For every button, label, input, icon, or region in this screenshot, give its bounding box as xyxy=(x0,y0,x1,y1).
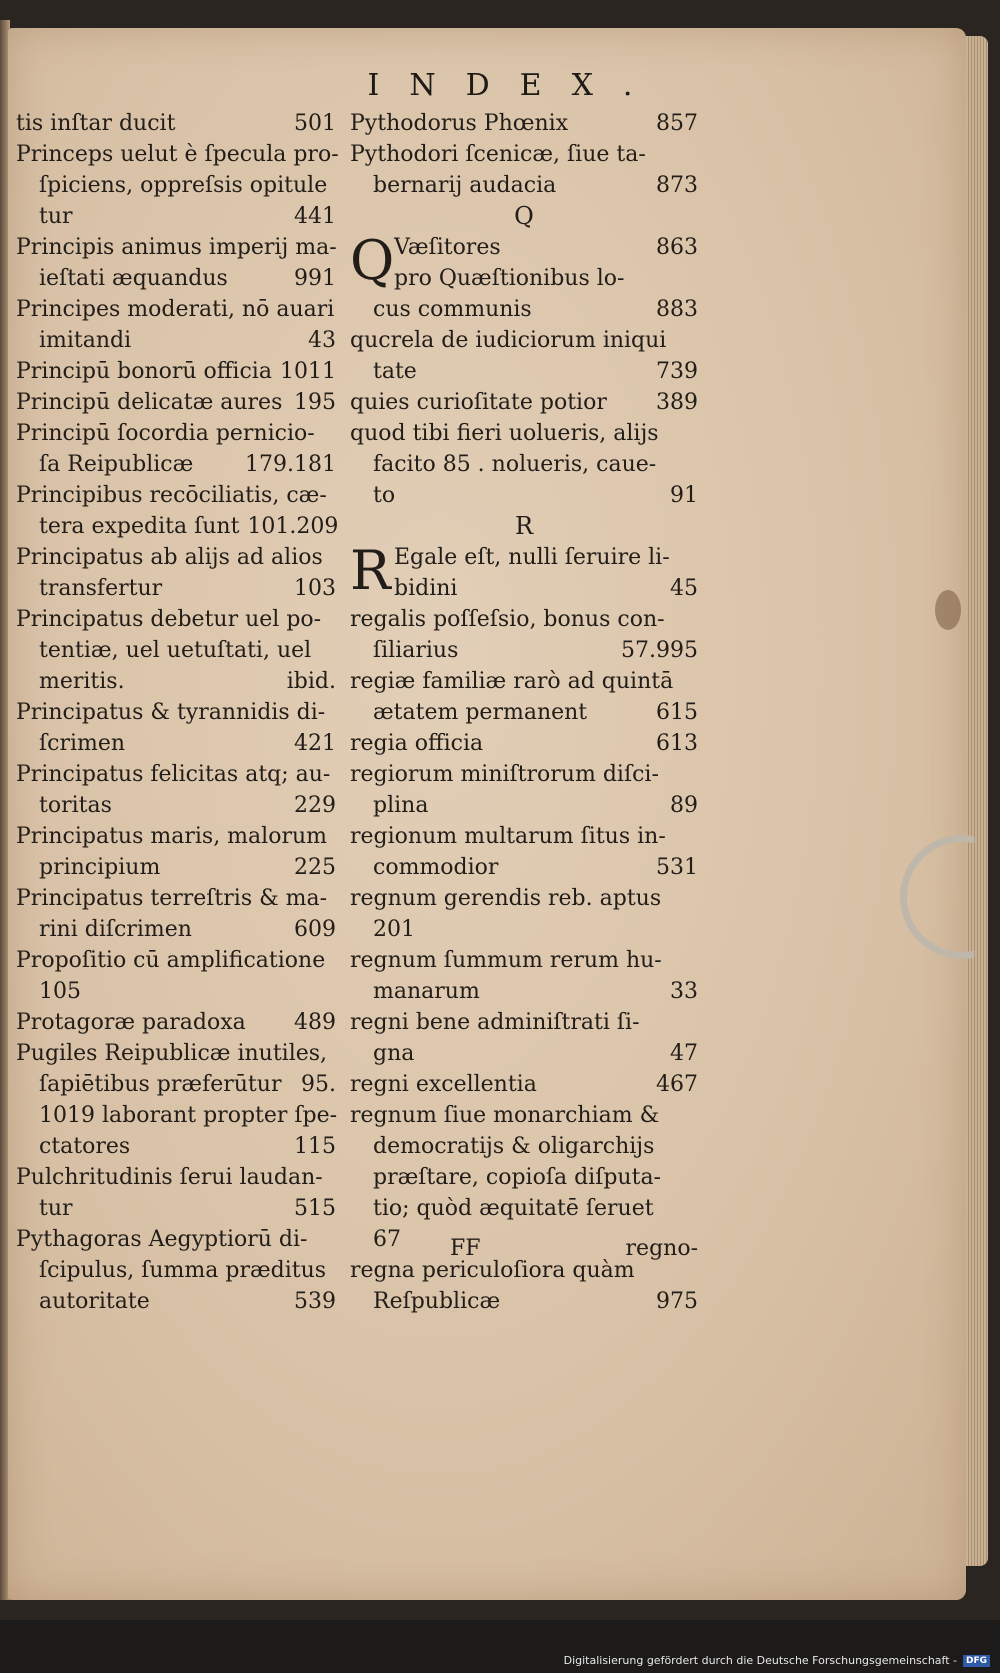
page-reference: 539 xyxy=(294,1289,336,1314)
index-term: ſcipulus, ſumma præditus xyxy=(39,1258,327,1283)
page-reference xyxy=(690,1193,698,1224)
page-reference xyxy=(690,418,698,449)
index-term: Reſpublicæ xyxy=(373,1289,501,1314)
index-term: ieſtati æquandus xyxy=(39,266,228,291)
page-reference xyxy=(690,325,698,356)
index-line xyxy=(16,573,336,604)
dropcap-q: Q xyxy=(350,229,395,292)
index-entry xyxy=(350,325,698,387)
index-line xyxy=(16,511,339,542)
index-line xyxy=(350,108,698,139)
index-line xyxy=(16,945,336,976)
index-term: toritas xyxy=(39,793,112,818)
index-term: Principibus recōciliatis, cæ- xyxy=(16,483,327,508)
page-reference xyxy=(690,449,698,480)
page-reference xyxy=(690,1162,698,1193)
index-line xyxy=(350,666,698,697)
index-term: ſiliarius xyxy=(373,638,459,663)
index-line xyxy=(16,852,336,883)
index-entry xyxy=(16,1038,336,1162)
index-term: Principū delicatæ aures xyxy=(16,390,283,415)
page-reference xyxy=(690,883,698,914)
page-reference: 489 xyxy=(294,1010,336,1035)
index-term: tis inſtar ducit xyxy=(16,111,176,136)
index-entry xyxy=(350,821,698,883)
index-line xyxy=(350,759,698,790)
funding-caption: Digitalisierung gefördert durch die Deutsche Forschungsgemeinschaft - xyxy=(563,1654,957,1667)
index-line xyxy=(350,1286,698,1317)
page-reference xyxy=(328,635,336,666)
page-reference xyxy=(337,1100,345,1131)
index-line xyxy=(350,976,698,1007)
page-reference: 531 xyxy=(656,855,698,880)
index-line xyxy=(350,790,698,821)
index-entry xyxy=(350,108,698,139)
page-reference: 101.209 xyxy=(247,514,339,539)
index-entry xyxy=(350,139,698,201)
index-entry xyxy=(16,232,336,294)
index-term: ſcrimen xyxy=(39,731,126,756)
page-reference xyxy=(690,759,698,790)
index-entry xyxy=(350,1069,698,1100)
index-line xyxy=(350,945,698,976)
index-line xyxy=(16,635,336,666)
page-footer xyxy=(350,1236,698,1261)
index-term: Principū ſocordia pernicio- xyxy=(16,421,315,446)
index-line xyxy=(350,1162,698,1193)
index-term: cus communis xyxy=(373,297,532,322)
index-term: bidini xyxy=(394,576,458,601)
index-term: Principatus ab alijs ad alios xyxy=(16,545,323,570)
page-reference xyxy=(690,1131,698,1162)
paper-stain xyxy=(935,590,961,630)
page-reference: 873 xyxy=(656,173,698,198)
page-reference xyxy=(337,232,345,263)
index-line xyxy=(16,697,336,728)
index-line xyxy=(16,759,336,790)
page-reference: 89 xyxy=(670,793,698,818)
index-line xyxy=(350,387,698,418)
index-entry xyxy=(16,697,336,759)
index-line xyxy=(16,387,336,418)
page-reference xyxy=(690,1007,698,1038)
index-line xyxy=(16,480,336,511)
index-term: gna xyxy=(373,1041,415,1066)
index-term: Pythodorus Phœnix xyxy=(350,111,569,136)
index-line xyxy=(394,542,698,573)
page-reference xyxy=(328,1255,336,1286)
index-line xyxy=(350,914,698,945)
index-term: regia officia xyxy=(350,731,484,756)
page-reference xyxy=(690,1100,698,1131)
index-term: rini diſcrimen xyxy=(39,917,192,942)
page-reference xyxy=(328,1162,336,1193)
index-entry xyxy=(350,1100,698,1255)
page-reference: 421 xyxy=(294,731,336,756)
index-line xyxy=(394,263,698,294)
index-term: commodior xyxy=(373,855,499,880)
index-line xyxy=(16,1038,336,1069)
index-entry xyxy=(16,759,336,821)
index-entry xyxy=(350,759,698,821)
index-term: 201 xyxy=(373,917,415,942)
index-term: Pythodori ſcenicæ, ſiue ta- xyxy=(350,142,646,167)
index-term: manarum xyxy=(373,979,480,1004)
index-term: 1019 laborant propter ſpe- xyxy=(39,1103,338,1128)
page-reference xyxy=(328,976,336,1007)
page-reference xyxy=(339,139,347,170)
index-entry xyxy=(350,945,698,1007)
page-fore-edge xyxy=(966,36,988,1566)
index-line xyxy=(16,728,336,759)
page-reference: 467 xyxy=(656,1072,698,1097)
index-line xyxy=(350,170,698,201)
index-entry xyxy=(16,139,339,232)
index-term: quod tibi fieri uolueris, alijs xyxy=(350,421,659,446)
index-term: Principatus debetur uel po- xyxy=(16,607,322,632)
page-reference xyxy=(690,139,698,170)
page-reference xyxy=(328,1038,336,1069)
dropcap-entry-q xyxy=(350,229,698,294)
index-term: regnum gerendis reb. aptus xyxy=(350,886,662,911)
index-term: regni bene adminiſtrati ſi- xyxy=(350,1010,640,1035)
index-entry xyxy=(16,294,336,356)
page-reference: 103 xyxy=(294,576,336,601)
index-entry xyxy=(16,883,336,945)
index-entry-continuation xyxy=(350,294,698,325)
index-entry xyxy=(16,480,339,542)
index-term: Væſitores xyxy=(394,235,501,260)
index-term: qucrela de iudiciorum iniqui xyxy=(350,328,667,353)
index-term: quies curioſitate potior xyxy=(350,390,607,415)
index-term: Princeps uelut è ſpecula pro- xyxy=(16,142,339,167)
page-reference: 1011 xyxy=(280,359,336,384)
page-reference: 739 xyxy=(656,359,698,384)
page-reference xyxy=(690,542,698,573)
index-entry xyxy=(350,666,698,728)
index-line xyxy=(16,790,336,821)
page-reference: 33 xyxy=(670,979,698,1004)
index-entry xyxy=(16,1162,336,1224)
page-reference xyxy=(328,821,336,852)
page-reference: 43 xyxy=(308,328,336,353)
index-column-right xyxy=(350,108,698,1317)
index-line xyxy=(350,1069,698,1100)
index-term: principium xyxy=(39,855,161,880)
index-entry xyxy=(16,821,336,883)
index-term: Egale eſt, nulli ſeruire li- xyxy=(394,545,670,570)
index-term: Principatus felicitas atq; au- xyxy=(16,762,331,787)
index-term: regalis poſſeſsio, bonus con- xyxy=(350,607,665,632)
index-line xyxy=(16,232,336,263)
index-line xyxy=(16,1224,336,1255)
page-reference xyxy=(690,945,698,976)
index-term: Principatus terreſtris & ma- xyxy=(16,886,328,911)
page-reference xyxy=(328,945,336,976)
index-entry xyxy=(16,542,336,604)
index-line xyxy=(350,821,698,852)
index-line xyxy=(350,356,698,387)
index-term: ſpiciens, oppreſsis opitule xyxy=(39,173,328,198)
index-term: Pugiles Reipublicæ inutiles, xyxy=(16,1041,328,1066)
index-term: autoritate xyxy=(39,1289,150,1314)
page-reference: 883 xyxy=(656,297,698,322)
page-reference: 857 xyxy=(656,111,698,136)
index-entry xyxy=(16,1007,336,1038)
dropcap-r: R xyxy=(350,539,391,602)
index-term: bernarij audacia xyxy=(373,173,557,198)
index-line xyxy=(16,201,336,232)
dfg-logo: DFG xyxy=(963,1655,990,1667)
index-entry xyxy=(16,604,336,697)
index-term: regni excellentia xyxy=(350,1072,537,1097)
page-reference xyxy=(328,542,336,573)
index-line xyxy=(16,1100,336,1131)
index-line xyxy=(16,1286,336,1317)
page-reference xyxy=(690,263,698,294)
index-line xyxy=(16,108,336,139)
index-term: præſtare, copioſa diſputa- xyxy=(373,1165,661,1190)
page-reference: 45 xyxy=(670,576,698,601)
page-reference xyxy=(690,604,698,635)
page-reference xyxy=(328,697,336,728)
index-line xyxy=(16,1007,336,1038)
index-term: plina xyxy=(373,793,429,818)
caption-bar xyxy=(0,1648,1000,1673)
page-reference xyxy=(690,666,698,697)
index-entry xyxy=(350,1007,698,1069)
index-line xyxy=(350,852,698,883)
index-line xyxy=(16,1193,336,1224)
index-term: facito 85 . nolueris, caue- xyxy=(373,452,657,477)
page-reference: 115 xyxy=(294,1134,336,1159)
index-term: regnum ſiue monarchiam & xyxy=(350,1103,660,1128)
page-reference: 609 xyxy=(294,917,336,942)
index-entry xyxy=(350,418,698,511)
index-line xyxy=(350,449,698,480)
index-term: tur xyxy=(39,1196,73,1221)
page-reference: 441 xyxy=(294,204,336,229)
section-letter-r: R xyxy=(514,512,534,540)
page-reference xyxy=(328,418,336,449)
page-reference: 57.995 xyxy=(621,638,698,663)
index-term: meritis. xyxy=(39,669,125,694)
page-reference: ibid. xyxy=(286,669,336,694)
index-line xyxy=(16,325,336,356)
page-reference: 195 xyxy=(294,390,336,415)
index-term: tera expedita ſunt xyxy=(39,514,240,539)
index-line xyxy=(16,139,339,170)
index-line xyxy=(16,542,336,573)
index-term: tentiæ, uel uetuſtati, uel xyxy=(39,638,312,663)
index-term: tur xyxy=(39,204,73,229)
index-term: 105 xyxy=(39,979,81,1004)
index-line xyxy=(16,821,336,852)
index-line xyxy=(16,976,336,1007)
index-column-left xyxy=(16,108,339,1317)
index-term: imitandi xyxy=(39,328,132,353)
page-reference: 389 xyxy=(656,390,698,415)
page-reference: 615 xyxy=(656,700,698,725)
index-term: tio; quòd æquitatē ſeruet xyxy=(373,1196,654,1221)
index-line xyxy=(350,139,698,170)
index-entry xyxy=(350,883,698,945)
index-term: ctatores xyxy=(39,1134,131,1159)
index-line xyxy=(350,325,698,356)
index-term: Pulchritudinis ſerui laudan- xyxy=(16,1165,323,1190)
index-term: transfertur xyxy=(39,576,163,601)
index-line xyxy=(350,1100,698,1131)
index-line xyxy=(16,604,336,635)
index-line xyxy=(16,294,336,325)
index-line xyxy=(350,1131,698,1162)
page-reference: 863 xyxy=(656,235,698,260)
index-entry xyxy=(350,1255,698,1317)
index-term: to xyxy=(373,483,396,508)
page-reference: 501 xyxy=(294,111,336,136)
page-reference xyxy=(328,883,336,914)
index-line xyxy=(350,697,698,728)
index-term: pro Quæſtionibus lo- xyxy=(394,266,625,291)
page-reference: 179.181 xyxy=(245,452,336,477)
page-reference: 91 xyxy=(670,483,698,508)
index-line xyxy=(16,170,336,201)
index-term: Pythagoras Aegyptiorū di- xyxy=(16,1227,308,1252)
page-reference xyxy=(328,170,336,201)
page-reference: 225 xyxy=(294,855,336,880)
index-entry xyxy=(16,387,336,418)
index-line xyxy=(16,1069,336,1100)
index-line xyxy=(16,263,336,294)
index-line xyxy=(16,883,336,914)
index-term: regnum ſummum rerum hu- xyxy=(350,948,662,973)
index-term: ſapiētibus præferūtur xyxy=(39,1072,282,1097)
index-term: democratijs & oligarchijs xyxy=(373,1134,655,1159)
index-entry xyxy=(16,356,336,387)
page-reference xyxy=(334,294,342,325)
index-line xyxy=(16,1255,336,1286)
index-line xyxy=(16,1131,336,1162)
page-reference: 991 xyxy=(294,266,336,291)
index-term: Principis animus imperij ma- xyxy=(16,235,337,260)
index-entry xyxy=(16,1224,336,1317)
index-entry xyxy=(350,604,698,666)
index-line xyxy=(350,635,698,666)
page-reference: 47 xyxy=(670,1041,698,1066)
index-term: regionum multarum ſitus in- xyxy=(350,824,666,849)
index-term: tate xyxy=(373,359,417,384)
index-line xyxy=(373,294,698,325)
index-term: Principes moderati, nō auari xyxy=(16,297,335,322)
index-line xyxy=(16,914,336,945)
page-reference: 515 xyxy=(294,1196,336,1221)
index-term: Principū bonorū officia xyxy=(16,359,272,384)
index-term: ætatem permanent xyxy=(373,700,588,725)
section-letter-q: Q xyxy=(514,202,534,230)
index-line xyxy=(16,1162,336,1193)
page-reference: 95. xyxy=(301,1072,336,1097)
index-term: Propoſitio cū amplificatione xyxy=(16,948,326,973)
index-term: Protagoræ paradoxa xyxy=(16,1010,246,1035)
page-reference: 975 xyxy=(656,1289,698,1314)
page-reference xyxy=(690,914,698,945)
index-term: regiæ familiæ rarò ad quintā xyxy=(350,669,674,694)
index-line xyxy=(350,480,698,511)
page-reference: 229 xyxy=(294,793,336,818)
index-term: Principatus & tyrannidis di- xyxy=(16,700,326,725)
index-term: regna periculoſiora quàm xyxy=(350,1258,635,1283)
index-term: ſa Reipublicæ xyxy=(39,452,194,477)
index-entry xyxy=(16,945,336,1007)
index-line xyxy=(350,728,698,759)
index-line xyxy=(394,573,698,604)
dropcap-entry-r xyxy=(350,539,698,604)
index-line xyxy=(394,232,698,263)
index-entry xyxy=(16,108,336,139)
index-entry xyxy=(350,387,698,418)
index-line xyxy=(16,449,336,480)
index-line xyxy=(16,418,336,449)
index-entry xyxy=(16,418,336,480)
index-term: 67 xyxy=(373,1227,401,1252)
index-entry xyxy=(350,728,698,759)
index-line xyxy=(350,883,698,914)
index-line xyxy=(350,1038,698,1069)
index-line xyxy=(350,418,698,449)
index-line xyxy=(350,1007,698,1038)
page-reference xyxy=(330,759,338,790)
index-line xyxy=(350,604,698,635)
page-title: INDEX. xyxy=(367,68,663,103)
index-line xyxy=(350,1193,698,1224)
index-term: regiorum miniſtrorum diſci- xyxy=(350,762,659,787)
page-reference xyxy=(328,1224,336,1255)
index-line xyxy=(16,356,336,387)
page-reference xyxy=(328,604,336,635)
page-reference xyxy=(328,480,336,511)
page-reference xyxy=(690,821,698,852)
index-line xyxy=(16,666,336,697)
index-term: Principatus maris, malorum xyxy=(16,824,327,849)
signature-mark: FF xyxy=(450,1236,481,1261)
page-reference: 613 xyxy=(656,731,698,756)
catchword: regno- xyxy=(625,1236,698,1261)
